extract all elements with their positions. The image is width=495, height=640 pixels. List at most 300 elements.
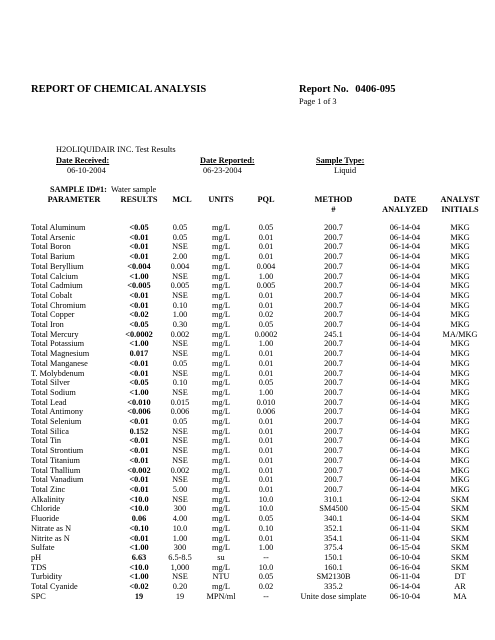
result-cell: <1.00 bbox=[129, 543, 149, 553]
pql-cell: 0.0002 bbox=[254, 329, 278, 339]
mcl-cell: 10.0 bbox=[172, 523, 188, 533]
mcl-cell: NSE bbox=[172, 271, 188, 281]
result-cell: 6.63 bbox=[131, 552, 147, 562]
method-cell: 200.7 bbox=[324, 223, 343, 232]
report-number-label bbox=[299, 84, 395, 95]
units-cell: mg/L bbox=[212, 281, 230, 291]
method-cell: 200.7 bbox=[324, 475, 343, 485]
result-cell: <0.01 bbox=[129, 358, 149, 368]
mcl-cell: 0.30 bbox=[172, 320, 188, 330]
analyst-cell: MKG bbox=[450, 242, 470, 252]
result-cell: 0.152 bbox=[129, 426, 149, 436]
mcl-cell: 4.00 bbox=[172, 514, 188, 524]
table-row bbox=[31, 291, 486, 301]
parameter-cell: Total Beryllium bbox=[31, 261, 84, 271]
parameter-cell: pH bbox=[31, 552, 42, 562]
table-row bbox=[31, 543, 486, 553]
sample-type-label: Sample Type: bbox=[316, 156, 365, 165]
table-row bbox=[31, 359, 486, 369]
pql-cell: 1.00 bbox=[258, 387, 274, 397]
pql-cell: 0.01 bbox=[258, 533, 274, 543]
result-cell: <0.01 bbox=[129, 252, 149, 262]
method-cell: SM2130B bbox=[316, 572, 351, 582]
units-cell: MPN/ml bbox=[206, 591, 236, 601]
units-cell: mg/L bbox=[212, 261, 230, 271]
units-cell: mg/L bbox=[212, 514, 230, 524]
result-cell: <0.01 bbox=[129, 533, 149, 543]
units-cell: mg/L bbox=[212, 339, 230, 349]
col-analyst-sub: INITIALS bbox=[441, 205, 479, 214]
pql-cell: 0.01 bbox=[258, 417, 274, 427]
col-mcl: MCL bbox=[172, 195, 192, 204]
analyst-cell: SKM bbox=[451, 494, 469, 504]
method-cell: 200.7 bbox=[324, 455, 343, 465]
parameter-cell: Total Vanadium bbox=[31, 475, 84, 485]
parameter-cell: T. Molybdenum bbox=[31, 368, 85, 378]
method-cell: 200.7 bbox=[324, 271, 343, 281]
date-cell: 06-14-04 bbox=[389, 232, 421, 242]
date-reported-value: 06-23-2004 bbox=[203, 166, 242, 175]
pql-cell: 10.0 bbox=[258, 494, 274, 504]
parameter-cell: Total Zinc bbox=[31, 484, 66, 494]
method-cell: 200.7 bbox=[324, 232, 343, 242]
pql-cell: 0.004 bbox=[256, 261, 276, 271]
pql-cell: 0.006 bbox=[256, 407, 276, 417]
method-cell: 200.7 bbox=[324, 484, 343, 494]
result-cell: <0.02 bbox=[129, 310, 149, 320]
date-received-value: 06-10-2004 bbox=[67, 166, 106, 175]
pql-cell: 0.01 bbox=[258, 290, 274, 300]
table-row bbox=[31, 398, 486, 408]
page-indicator: Page 1 of 3 bbox=[299, 97, 337, 106]
date-cell: 06-11-04 bbox=[389, 533, 421, 543]
units-cell: mg/L bbox=[212, 426, 230, 436]
result-cell: <0.010 bbox=[127, 397, 151, 407]
pql-cell: 1.00 bbox=[258, 543, 274, 553]
result-cell: <10.0 bbox=[129, 504, 149, 514]
method-cell: 200.7 bbox=[324, 252, 343, 262]
date-cell: 06-14-04 bbox=[389, 417, 421, 427]
analyst-cell: MKG bbox=[450, 397, 470, 407]
method-cell: 200.7 bbox=[324, 320, 343, 330]
pql-cell: 0.01 bbox=[258, 446, 274, 456]
mcl-cell: 1.00 bbox=[172, 533, 188, 543]
method-cell: 200.7 bbox=[324, 310, 343, 320]
date-received-label: Date Received: bbox=[56, 156, 110, 165]
date-cell: 06-14-04 bbox=[389, 514, 421, 524]
table-row bbox=[31, 466, 486, 476]
analyst-cell: MKG bbox=[450, 426, 470, 436]
analyst-cell: MKG bbox=[450, 368, 470, 378]
pql-cell: 0.01 bbox=[258, 455, 274, 465]
date-cell: 06-15-04 bbox=[389, 543, 421, 553]
units-cell: mg/L bbox=[212, 504, 230, 514]
method-cell: 200.7 bbox=[324, 436, 343, 446]
result-cell: <0.002 bbox=[127, 465, 151, 475]
pql-cell: 0.01 bbox=[258, 465, 274, 475]
method-cell: 245.1 bbox=[324, 329, 343, 339]
analyst-cell: MKG bbox=[450, 387, 470, 397]
method-cell: 200.7 bbox=[324, 426, 343, 436]
table-row bbox=[31, 553, 486, 563]
parameter-cell: Chloride bbox=[31, 504, 61, 514]
table-row bbox=[31, 534, 486, 544]
date-cell: 06-14-04 bbox=[389, 281, 421, 291]
table-row bbox=[31, 339, 486, 349]
analyst-cell: SKM bbox=[451, 504, 469, 514]
analyst-cell: MKG bbox=[450, 455, 470, 465]
mcl-cell: 5.00 bbox=[172, 484, 188, 494]
units-cell: mg/L bbox=[212, 397, 230, 407]
date-cell: 06-14-04 bbox=[389, 455, 421, 465]
method-cell: 340.1 bbox=[324, 514, 343, 524]
parameter-cell: Total Potassium bbox=[31, 339, 85, 349]
units-cell: mg/L bbox=[212, 465, 230, 475]
date-cell: 06-10-04 bbox=[389, 591, 421, 601]
mcl-cell: 0.10 bbox=[172, 300, 188, 310]
date-cell: 06-14-04 bbox=[389, 368, 421, 378]
date-cell: 06-14-04 bbox=[389, 242, 421, 252]
analyst-cell: MKG bbox=[450, 465, 470, 475]
method-cell: 354.1 bbox=[324, 533, 343, 543]
mcl-cell: 0.10 bbox=[172, 378, 188, 388]
units-cell: mg/L bbox=[212, 368, 230, 378]
table-row bbox=[31, 475, 486, 485]
units-cell: mg/L bbox=[212, 329, 230, 339]
result-cell: <0.01 bbox=[129, 436, 149, 446]
units-cell: mg/L bbox=[212, 494, 230, 504]
table-row bbox=[31, 330, 486, 340]
date-cell: 06-14-04 bbox=[389, 387, 421, 397]
date-cell: 06-12-04 bbox=[389, 494, 421, 504]
parameter-cell: Total Thallium bbox=[31, 465, 81, 475]
units-cell: mg/L bbox=[212, 417, 230, 427]
table-row bbox=[31, 592, 486, 602]
parameter-cell: Total Silica bbox=[31, 426, 69, 436]
table-row bbox=[31, 223, 486, 233]
parameter-cell: TDS bbox=[31, 562, 47, 572]
mcl-cell: 0.004 bbox=[170, 261, 190, 271]
result-cell: <0.01 bbox=[129, 300, 149, 310]
result-cell: <1.00 bbox=[129, 572, 149, 582]
analyst-cell: MKG bbox=[450, 320, 470, 330]
pql-cell: 0.01 bbox=[258, 426, 274, 436]
analyst-cell: DT bbox=[454, 572, 466, 582]
pql-cell: 0.02 bbox=[258, 310, 274, 320]
table-row bbox=[31, 242, 486, 252]
date-cell: 06-11-04 bbox=[389, 572, 421, 582]
date-cell: 06-11-04 bbox=[389, 523, 421, 533]
table-row bbox=[31, 378, 486, 388]
mcl-cell: 2.00 bbox=[172, 252, 188, 262]
parameter-cell: Total Aluminum bbox=[31, 223, 86, 232]
result-cell: <0.01 bbox=[129, 242, 149, 252]
mcl-cell: NSE bbox=[172, 572, 188, 582]
mcl-cell: 300 bbox=[173, 543, 187, 553]
method-cell: 150.1 bbox=[324, 552, 343, 562]
pql-cell: 10.0 bbox=[258, 504, 274, 514]
result-cell: <10.0 bbox=[129, 562, 149, 572]
col-date: DATE bbox=[393, 195, 417, 204]
parameter-cell: SPC bbox=[31, 591, 46, 601]
sample-id-value: Water sample bbox=[111, 185, 157, 194]
mcl-cell: 300 bbox=[173, 504, 187, 514]
col-method-sub: # bbox=[331, 205, 336, 214]
pql-cell: 0.01 bbox=[258, 436, 274, 446]
analyst-cell: MKG bbox=[450, 271, 470, 281]
table-row bbox=[31, 446, 486, 456]
analyst-cell: MKG bbox=[450, 281, 470, 291]
mcl-cell: NSE bbox=[172, 436, 188, 446]
parameter-cell: Nitrate as N bbox=[31, 523, 72, 533]
date-cell: 06-14-04 bbox=[389, 378, 421, 388]
parameter-cell: Total Tin bbox=[31, 436, 62, 446]
result-cell: <0.05 bbox=[129, 378, 149, 388]
date-cell: 06-14-04 bbox=[389, 426, 421, 436]
table-row bbox=[31, 456, 486, 466]
col-pql: PQL bbox=[257, 195, 275, 204]
units-cell: mg/L bbox=[212, 475, 230, 485]
col-parameter: PARAMETER bbox=[47, 195, 101, 204]
client-name: H2OLIQUIDAIR INC. Test Results bbox=[56, 145, 176, 154]
units-cell: mg/L bbox=[212, 310, 230, 320]
result-cell: <0.004 bbox=[127, 261, 151, 271]
result-cell: <0.0002 bbox=[125, 329, 153, 339]
method-cell: SM4500 bbox=[319, 504, 348, 514]
mcl-cell: NSE bbox=[172, 349, 188, 359]
table-row bbox=[31, 310, 486, 320]
parameter-cell: Total Iron bbox=[31, 320, 64, 330]
date-cell: 06-14-04 bbox=[389, 252, 421, 262]
date-cell: 06-10-04 bbox=[389, 552, 421, 562]
result-cell: <10.0 bbox=[129, 494, 149, 504]
units-cell: mg/L bbox=[212, 349, 230, 359]
result-cell: <0.02 bbox=[129, 582, 149, 592]
table-row bbox=[31, 524, 486, 534]
pql-cell: 0.005 bbox=[256, 281, 276, 291]
table-row bbox=[31, 514, 486, 524]
analyst-cell: MKG bbox=[450, 310, 470, 320]
result-cell: <0.01 bbox=[129, 290, 149, 300]
table-row bbox=[31, 272, 486, 282]
units-cell: mg/L bbox=[212, 582, 230, 592]
mcl-cell: 0.20 bbox=[172, 582, 188, 592]
analyst-cell: MKG bbox=[450, 407, 470, 417]
analyst-cell: SKM bbox=[451, 533, 469, 543]
units-cell: mg/L bbox=[212, 543, 230, 553]
pql-cell: 0.01 bbox=[258, 349, 274, 359]
units-cell: mg/L bbox=[212, 387, 230, 397]
result-cell: <0.01 bbox=[129, 446, 149, 456]
method-cell: 200.7 bbox=[324, 290, 343, 300]
pql-cell: 0.01 bbox=[258, 475, 274, 485]
mcl-cell: NSE bbox=[172, 387, 188, 397]
pql-cell: 0.010 bbox=[256, 397, 276, 407]
analyst-cell: MKG bbox=[450, 261, 470, 271]
sample-id bbox=[50, 185, 156, 194]
result-cell: <1.00 bbox=[129, 271, 149, 281]
mcl-cell: NSE bbox=[172, 339, 188, 349]
mcl-cell: NSE bbox=[172, 455, 188, 465]
analyst-cell: SKM bbox=[451, 562, 469, 572]
units-cell: mg/L bbox=[212, 232, 230, 242]
method-cell: 200.7 bbox=[324, 358, 343, 368]
parameter-cell: Total Manganese bbox=[31, 358, 88, 368]
result-cell: <0.05 bbox=[129, 320, 149, 330]
table-row bbox=[31, 572, 486, 582]
mcl-cell: NSE bbox=[172, 290, 188, 300]
mcl-cell: 6.5-8.5 bbox=[168, 552, 192, 562]
mcl-cell: NSE bbox=[172, 368, 188, 378]
analyst-cell: MKG bbox=[450, 300, 470, 310]
col-analyst: ANALYST bbox=[440, 195, 480, 204]
result-cell: <0.01 bbox=[129, 455, 149, 465]
table-row bbox=[31, 407, 486, 417]
table-row bbox=[31, 563, 486, 573]
date-cell: 06-14-04 bbox=[389, 475, 421, 485]
pql-cell: -- bbox=[263, 552, 269, 562]
analyst-cell: MKG bbox=[450, 417, 470, 427]
date-cell: 06-14-04 bbox=[389, 339, 421, 349]
units-cell: mg/L bbox=[212, 290, 230, 300]
units-cell: mg/L bbox=[212, 242, 230, 252]
pql-cell: 0.05 bbox=[258, 514, 274, 524]
table-row bbox=[31, 495, 486, 505]
table-row bbox=[31, 427, 486, 437]
analyst-cell: MA/MKG bbox=[442, 329, 478, 339]
units-cell: mg/L bbox=[212, 358, 230, 368]
analyst-cell: SKM bbox=[451, 523, 469, 533]
parameter-cell: Total Chromium bbox=[31, 300, 86, 310]
parameter-cell: Total Magnesium bbox=[31, 349, 90, 359]
analyst-cell: MKG bbox=[450, 358, 470, 368]
parameter-cell: Total Copper bbox=[31, 310, 75, 320]
table-row bbox=[31, 485, 486, 495]
date-reported-label: Date Reported: bbox=[200, 156, 255, 165]
method-cell: 200.7 bbox=[324, 368, 343, 378]
pql-cell: 0.01 bbox=[258, 232, 274, 242]
parameter-cell: Total Silver bbox=[31, 378, 70, 388]
parameter-cell: Total Lead bbox=[31, 397, 67, 407]
table-row bbox=[31, 436, 486, 446]
date-cell: 06-14-04 bbox=[389, 484, 421, 494]
result-cell: <1.00 bbox=[129, 387, 149, 397]
pql-cell: 0.01 bbox=[258, 368, 274, 378]
date-cell: 06-14-04 bbox=[389, 300, 421, 310]
col-units: UNITS bbox=[208, 195, 234, 204]
analyst-cell: MKG bbox=[450, 339, 470, 349]
method-cell: 200.7 bbox=[324, 242, 343, 252]
mcl-cell: NSE bbox=[172, 242, 188, 252]
report-number-caption: Report No. bbox=[299, 84, 349, 95]
parameter-cell: Total Cobalt bbox=[31, 290, 73, 300]
method-cell: 200.7 bbox=[324, 446, 343, 456]
date-cell: 06-14-04 bbox=[389, 310, 421, 320]
units-cell: mg/L bbox=[212, 271, 230, 281]
method-cell: 375.4 bbox=[324, 543, 343, 553]
table-row bbox=[31, 417, 486, 427]
method-cell: Unite dose simplate bbox=[300, 591, 367, 601]
date-cell: 06-14-04 bbox=[389, 397, 421, 407]
mcl-cell: 0.006 bbox=[170, 407, 190, 417]
pql-cell: 0.05 bbox=[258, 378, 274, 388]
date-cell: 06-14-04 bbox=[389, 446, 421, 456]
date-cell: 06-14-04 bbox=[389, 320, 421, 330]
date-cell: 06-14-04 bbox=[389, 290, 421, 300]
mcl-cell: NSE bbox=[172, 426, 188, 436]
result-cell: 0.06 bbox=[131, 514, 147, 524]
sample-id-label: SAMPLE ID#1: bbox=[50, 185, 107, 194]
date-cell: 06-14-04 bbox=[389, 407, 421, 417]
table-row bbox=[31, 320, 486, 330]
pql-cell: 0.05 bbox=[258, 320, 274, 330]
pql-cell: 0.05 bbox=[258, 223, 274, 232]
parameter-cell: Total Barium bbox=[31, 252, 75, 262]
method-cell: 200.7 bbox=[324, 465, 343, 475]
date-cell: 06-14-04 bbox=[389, 582, 421, 592]
method-cell: 352.1 bbox=[324, 523, 343, 533]
date-cell: 06-14-04 bbox=[389, 223, 421, 232]
units-cell: mg/L bbox=[212, 533, 230, 543]
parameter-cell: Turbidity bbox=[31, 572, 63, 582]
date-cell: 06-15-04 bbox=[389, 504, 421, 514]
analyst-cell: MKG bbox=[450, 378, 470, 388]
parameter-cell: Total Boron bbox=[31, 242, 71, 252]
date-cell: 06-14-04 bbox=[389, 436, 421, 446]
result-cell: 0.017 bbox=[129, 349, 149, 359]
table-row bbox=[31, 388, 486, 398]
units-cell: mg/L bbox=[212, 484, 230, 494]
parameter-cell: Total Cyanide bbox=[31, 582, 78, 592]
method-cell: 200.7 bbox=[324, 378, 343, 388]
units-cell: mg/L bbox=[212, 320, 230, 330]
pql-cell: 1.00 bbox=[258, 339, 274, 349]
date-cell: 06-14-04 bbox=[389, 358, 421, 368]
units-cell: mg/L bbox=[212, 252, 230, 262]
result-cell: <0.05 bbox=[129, 223, 149, 232]
units-cell: mg/L bbox=[212, 378, 230, 388]
analyst-cell: MKG bbox=[450, 232, 470, 242]
date-cell: 06-14-04 bbox=[389, 465, 421, 475]
pql-cell: 10.0 bbox=[258, 562, 274, 572]
method-cell: 200.7 bbox=[324, 300, 343, 310]
method-cell: 160.1 bbox=[324, 562, 343, 572]
sample-type-value: Liquid bbox=[334, 166, 357, 175]
units-cell: mg/L bbox=[212, 407, 230, 417]
method-cell: 200.7 bbox=[324, 281, 343, 291]
analyst-cell: MKG bbox=[450, 484, 470, 494]
method-cell: 310.1 bbox=[324, 494, 343, 504]
method-cell: 200.7 bbox=[324, 397, 343, 407]
mcl-cell: 0.05 bbox=[172, 223, 188, 232]
parameter-cell: Total Mercury bbox=[31, 329, 79, 339]
parameter-cell: Total Calcium bbox=[31, 271, 79, 281]
table-row bbox=[31, 504, 486, 514]
pql-cell: 0.05 bbox=[258, 572, 274, 582]
pql-cell: 0.01 bbox=[258, 484, 274, 494]
mcl-cell: 0.05 bbox=[172, 417, 188, 427]
units-cell: mg/L bbox=[212, 523, 230, 533]
analyst-cell: MKG bbox=[450, 475, 470, 485]
parameter-cell: Total Antimony bbox=[31, 407, 84, 417]
analyst-cell: MKG bbox=[450, 223, 470, 232]
method-cell: 200.7 bbox=[324, 261, 343, 271]
results-table bbox=[31, 223, 486, 601]
method-cell: 335.2 bbox=[324, 582, 343, 592]
col-results: RESULTS bbox=[120, 195, 158, 204]
table-row bbox=[31, 301, 486, 311]
pql-cell: 1.00 bbox=[258, 271, 274, 281]
